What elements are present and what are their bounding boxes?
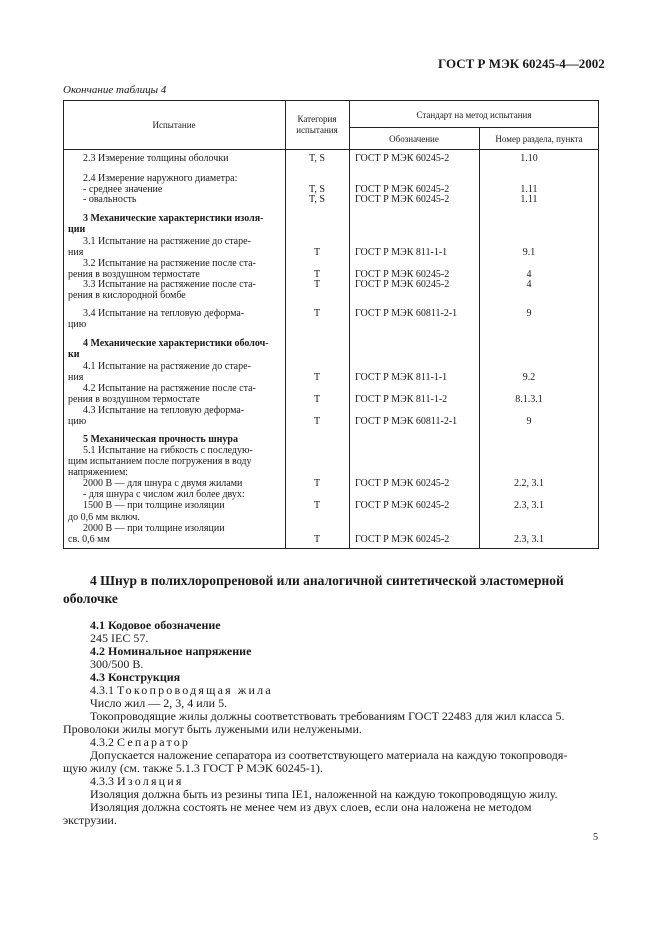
row-standard: ГОСТ Р МЭК 60811-2-1 [355, 416, 458, 427]
header-standard: Стандарт на метод испытания [416, 110, 532, 120]
row-section: 1.11 [520, 184, 538, 195]
row-category: T, S [309, 153, 325, 164]
row-section: 2.3, 3.1 [514, 534, 544, 545]
paragraph: щую жилу (см. также 5.1.3 ГОСТ Р МЭК 60245-1). [63, 761, 323, 775]
row-category: T [313, 269, 321, 280]
header-section: Номер раздела, пункта [495, 134, 583, 144]
row-test: - среднее значение [83, 184, 163, 195]
row-category: T [313, 247, 321, 258]
header-designation: Обозначение [389, 134, 439, 144]
document-header: ГОСТ Р МЭК 60245-4—2002 [438, 56, 605, 71]
section-title: 4 Шнур в полихлоропреновой или аналогичной синтетической эластомерной [90, 573, 564, 588]
row-test: св. 0,6 мм [68, 534, 110, 545]
row-standard: ГОСТ Р МЭК 60245-2 [355, 478, 450, 489]
row-category: T [313, 416, 321, 427]
row-section: 4 [526, 279, 532, 290]
row-standard: ГОСТ Р МЭК 60245-2 [355, 279, 450, 290]
row-test: 2.4 Измерение наружного диаметра: [83, 173, 238, 184]
row-test: напряжением: [68, 467, 129, 478]
row-section: 4 [526, 269, 532, 280]
subsection-title: Изоляция [117, 774, 184, 788]
row-test: 3.1 Испытание на растяжение до старе- [83, 236, 251, 247]
row-test: 2000 В — при толщине изоляции [83, 523, 225, 534]
subsection-number: 4.3.3 [90, 774, 114, 788]
paragraph: Изоляция должна состоять не менее чем из двух слоев, если она наложена не методом [90, 800, 532, 814]
code-designation: 245 IEC 57. [90, 631, 149, 645]
row-test: до 0,6 мм включ. [68, 512, 140, 523]
subsection-number: 4.3.1 [90, 683, 114, 697]
row-test: цию [68, 416, 87, 427]
paragraph: Число жил — 2, 3, 4 или 5. [90, 696, 228, 710]
row-test: 3.4 Испытание на тепловую деформа- [83, 308, 245, 319]
row-category: T [313, 534, 321, 545]
row-standard: ГОСТ Р МЭК 60245-2 [355, 500, 450, 511]
row-standard: ГОСТ Р МЭК 60811-2-1 [355, 308, 458, 319]
row-section: 2.2, 3.1 [514, 478, 544, 489]
row-standard: ГОСТ Р МЭК 60245-2 [355, 153, 450, 164]
subsection-heading-4-3: 4.3 Конструкция [90, 670, 181, 684]
header-category-2: испытания [296, 125, 338, 135]
row-test: ния [68, 247, 84, 258]
subsection-number: 4.3.2 [90, 735, 114, 749]
row-category: T [313, 308, 321, 319]
section-heading: 4 Механические характеристики оболоч- [83, 338, 269, 349]
page-number: 5 [593, 832, 598, 843]
row-section: 1.11 [520, 194, 538, 205]
section-heading: 3 Механические характеристики изоля- [83, 213, 264, 224]
paragraph: Проволоки жилы могут быть лужеными или нелужеными. [63, 722, 362, 736]
row-category: T [313, 500, 321, 511]
row-section: 9.1 [522, 247, 536, 258]
paragraph: Допускается наложение сепаратора из соответствующего материала на каждую токопроводя- [90, 748, 568, 762]
nominal-voltage: 300/500 В. [90, 657, 144, 671]
row-test: ния [68, 372, 84, 383]
section-heading: 5 Механическая прочность шнура [83, 434, 238, 445]
row-standard: ГОСТ Р МЭК 811-1-1 [355, 372, 448, 383]
row-standard: ГОСТ Р МЭК 811-1-2 [355, 394, 448, 405]
row-category: T [313, 279, 321, 290]
row-section: 1.10 [520, 153, 538, 164]
row-test: - овальность [83, 194, 137, 205]
row-test: рения в воздушном термостате [68, 269, 200, 280]
test-table [63, 100, 599, 549]
row-test: 2.3 Измерение толщины оболочки [83, 153, 229, 164]
row-standard: ГОСТ Р МЭК 60245-2 [355, 184, 450, 195]
subsection-title: Токопроводящая жила [117, 683, 273, 697]
row-standard: ГОСТ Р МЭК 811-1-1 [355, 247, 448, 258]
header-test: Испытание [152, 120, 196, 130]
row-test: щим испытанием после погружения в воду [68, 456, 252, 467]
row-test: - для шнура с числом жил более двух: [83, 489, 245, 500]
row-section: 9 [526, 308, 532, 319]
subsection-title: Сепаратор [117, 735, 191, 749]
row-test: 4.2 Испытание на растяжение после ста- [83, 383, 256, 394]
header-category-1: Категория [297, 114, 337, 124]
row-section: 9 [526, 416, 532, 427]
row-standard: ГОСТ Р МЭК 60245-2 [355, 534, 450, 545]
row-test: 5.1 Испытание на гибкость с последую- [83, 445, 253, 456]
section-title-cont: оболочке [63, 591, 118, 606]
row-test: рения в воздушном термостате [68, 394, 200, 405]
table-caption: Окончание таблицы 4 [63, 84, 167, 96]
row-test: 3.3 Испытание на растяжение после ста- [83, 279, 256, 290]
row-category: T [313, 394, 321, 405]
row-standard: ГОСТ Р МЭК 60245-2 [355, 194, 450, 205]
row-category: T [313, 372, 321, 383]
row-test: 2000 В — для шнура с двумя жилами [83, 478, 243, 489]
row-category: T [313, 478, 321, 489]
subsection-heading-4-2: 4.2 Номинальное напряжение [90, 644, 252, 658]
row-section: 9.2 [522, 372, 536, 383]
row-test: 4.3 Испытание на тепловую деформа- [83, 405, 245, 416]
subsection-heading-4-1: 4.1 Кодовое обозначение [90, 618, 221, 632]
row-category: T, S [309, 184, 325, 195]
paragraph: Изоляция должна быть из резины типа IE1, наложенной на каждую токопроводящую жилу. [90, 787, 558, 801]
row-standard: ГОСТ Р МЭК 60245-2 [355, 269, 450, 280]
paragraph: Токопроводящие жилы должны соответствовать требованиям ГОСТ 22483 для жил класса 5. [90, 709, 565, 723]
row-category: T, S [309, 194, 325, 205]
row-test: 3.2 Испытание на растяжение после ста- [83, 258, 256, 269]
row-test: 4.1 Испытание на растяжение до старе- [83, 361, 251, 372]
row-test: цию [68, 319, 87, 330]
row-test: 1500 В — при толщине изоляции [83, 500, 225, 511]
paragraph: экструзии. [63, 813, 117, 827]
row-section: 8.1.3.1 [515, 394, 543, 405]
row-test: рения в кислородной бомбе [68, 290, 186, 301]
row-section: 2.3, 3.1 [514, 500, 544, 511]
section-heading: ки [68, 349, 80, 360]
section-heading: ции [68, 224, 86, 235]
